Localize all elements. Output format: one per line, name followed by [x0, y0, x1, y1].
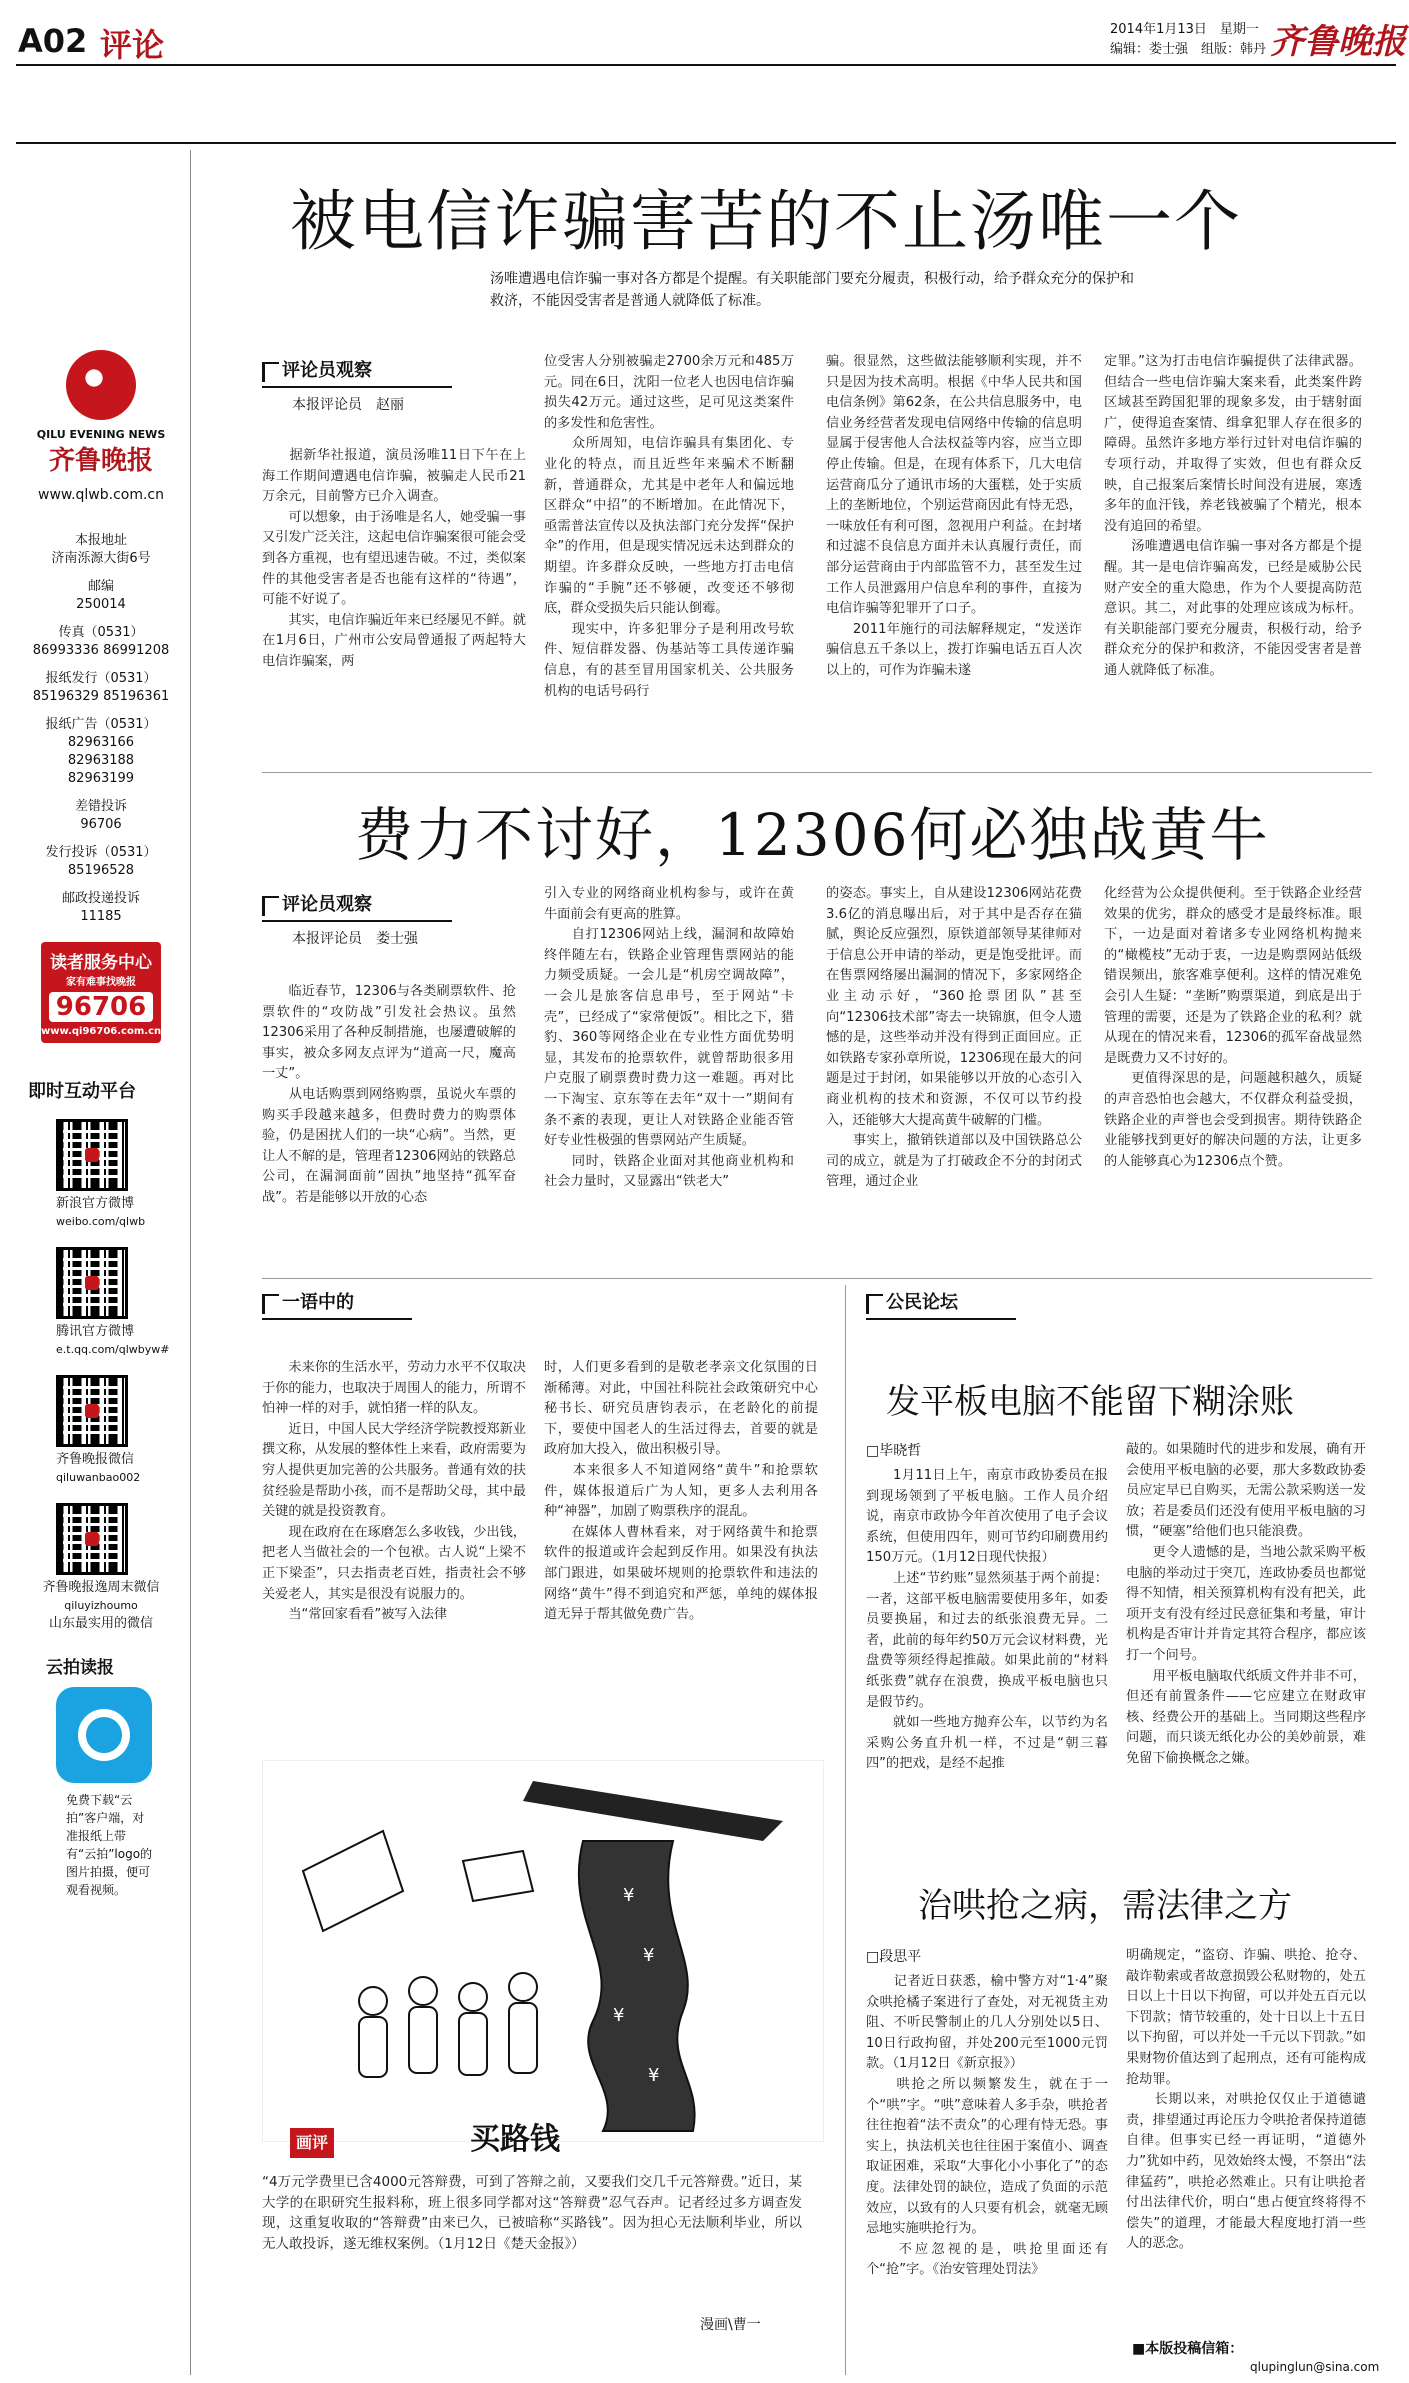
gongmin-a1c1: 1月11日上午，南京市政协委员在报到现场领到了平板电脑。工作人员介绍说，南京市政协今年首次使用了电子会议系统，但使用四年，则可节约印刷费用约150万元。（1月12日现代快报） 上述“节约账”显然须基于两个前提：一者，这部平板电脑需要使用多年，如委员要换届，和过去的纸张浪费无异。二者，此前的每年约50万元会议材料费，光盘费等须经得起推敲。如果此前的“材料纸张费”就存在浪费，换成平板电脑也只是假节约。 就如一些地方抛弃公车，以节约为名采购公务直升机一样，不过是“朝三暮四”的把戏，是经不起推	[866, 1468, 1108, 1772]
qr-wechat-name: 齐鲁晚报微信	[56, 1452, 135, 1467]
gongmin-title1: 发平板电脑不能留下糊涂账	[886, 1382, 1294, 1422]
cartoon-badge: 画评	[290, 2128, 334, 2158]
post: 11185	[80, 909, 122, 924]
address: 济南泺源大街6号	[51, 551, 151, 566]
service-number: 96706	[49, 992, 153, 1022]
section-title: 评论	[100, 26, 165, 64]
gongmin-a2c2: 明确规定，“盗窃、诈骗、哄抢、抢夺、敲诈勒索或者故意损毁公私财物的，处五日以上十日以下拘留，可以并处五百元以下罚款；情节较重的，处十日以上十五日以下拘留，可以并处一千元以下罚款。”如果财物价值达到了起刑点，还有可能构成抢劫罪。 长期以来，对哄抢仅仅止于道德谴责，排望通过再论压力令哄抢者保持道德自律。但事实已经一再证明，“道德外力”犹如中药，见效始终太慢，不祭出“法律猛药”，哄抢必然难止。只有让哄抢者付出法律代价，明白“患占便宜终将得不偿失”的道理，才能最大程度地打消一些人的恶念。	[1126, 1948, 1366, 2252]
qr-tencent[interactable]	[56, 1247, 128, 1319]
qr-weibo-id: weibo.com/qlwb	[56, 1215, 146, 1228]
delivery: 85196528	[67, 863, 135, 878]
cartoon-image	[262, 1760, 824, 2142]
header-rule	[16, 64, 1396, 66]
logo-chinese: 齐鲁晚报	[48, 446, 153, 476]
svg-text:¥: ¥	[613, 2005, 625, 2026]
column-label: 公民论坛	[866, 1288, 1016, 1320]
cloud-title: 云拍读报	[46, 1658, 114, 1678]
article2-col1: 临近春节，12306与各类刷票软件、抢票软件的“攻防战”引发社会热议。虽然12306采用了各种反制措施，也屡遭破解的事实，被众多网友点评为“道高一尺，魔高一丈”。 从电话购票到网络购票，虽说火车票的购买手段越来越多，但费时费力的购票体验，仍是困扰人们的一块“心病”。当然，更让人不解的是，管理者12306网站的铁路总公司，在漏洞面前“固执”地坚持“孤军奋战”。若是能够以开放的心态	[262, 984, 516, 1205]
top-rule	[16, 142, 1396, 144]
article2-col2: 引入专业的网络商业机构参与，或许在黄牛面前会有更高的胜算。 自打12306网站上线，漏洞和故障始终伴随左右，铁路企业管理售票网站的能力频受质疑。一会儿是“机房空调故障”，一会儿是旅客信息串号，至于网站“卡壳”，已经成了“家常便饭”。相比之下，猎豹、360等网络企业在专业性方面优势明显，其发布的抢票软件，就曾帮助很多用户克服了刷票费时费力这一难题。再对比一下淘宝、京东等在去年“双十一”期间有条不紊的表现，更让人对铁路企业能否管好专业性极强的售票网站产生质疑。 同时，铁路企业面对其他商业机构和社会力量时，又显露出“铁老大”	[544, 886, 794, 1190]
article2-col3: 的姿态。事实上，自从建设12306网站花费3.6亿的消息曝出后，对于其中是否存在猫腻，舆论反应强烈，原铁道部领导某律师对于信息公开申请的举动，更是饱受批评。而在售票网络屡出漏洞的情况下，多家网络企业主动示好，“360抢票团队”甚至向“12306技术部”寄去一块锦旗，但令人遗憾的是，这些举动并没有得到正面回应。正如铁路专家孙章所说，12306现在最大的问题是过于封闭，如果能够以开放的心态引入商业机构的技术和资源，不仅可以节约投入，还能够大大提高黄牛破解的门槛。 事实上，撤销铁道部以及中国铁路总公司的成立，就是为了打破政企不分的封闭式管理，通过企业	[826, 886, 1082, 1190]
yiyu-column-head	[262, 1288, 412, 1320]
ads: 82963166 82963188 82963199	[67, 735, 135, 786]
service-url: www.qi96706.com.cn	[41, 1026, 162, 1037]
gongmin-a2c1: 记者近日获悉，榆中警方对“1·4”聚众哄抢橘子案进行了查处，对无视货主劝阻、不听民警制止的几人分别处以5日、10日行政拘留，并处200元至1000元罚款。（1月12日《新京报》） 哄抢之所以频繁发生，就在于一个“哄”字。“哄”意味着人多手杂，哄抢者往往抱着“法不责众”的心理有恃无恐。事实上，执法机关也往往困于案值小、调查取证困难，采取“大事化小小事化了”的态度。法律处罚的缺位，造成了负面的示范效应，以致有的人只要有机会，就毫无顾忌地实施哄抢行为。 不应忽视的是，哄抢里面还有个“抢”字。《治安管理处罚法》	[866, 1974, 1108, 2278]
qr-weibo-name: 新浪官方微博	[56, 1196, 135, 1211]
column-label: 一语中的	[262, 1288, 412, 1320]
cloud-text: 免费下载“云拍”客户端，对准报纸上带有“云拍”logo的图片拍摄，便可观看视频。	[66, 1793, 153, 1897]
svg-text:¥: ¥	[623, 1885, 635, 1906]
qr-weekend-name: 齐鲁晚报逸周末微信	[42, 1580, 160, 1595]
distribution: 85196329 85196361	[32, 689, 170, 704]
interact-title: 即时互动平台	[28, 1081, 136, 1102]
yiyu-col2: 时，人们更多看到的是敬老孝亲文化氛围的日渐稀薄。对此，中国社科院社会政策研究中心秘书长、研究员唐钧表示，在老龄化的前提下，要使中国老人的生活过得去，首要的就是政府加大投入，做出积极引导。 本来很多人不知道网络“黄牛”和抢票软件，媒体报道后广为人知，更多人去利用各种“神器”，加剧了购票秩序的混乱。 在媒体人曹林看来，对于网络黄牛和抢票软件的报道或许会起到反作用。如果没有执法部门跟进，如果破坏规则的抢票软件和违法的网络“黄牛”得不到追究和严惩，单纯的媒体报道无异于帮其做免费广告。	[544, 1360, 818, 1623]
gongmin-byline1: □毕晓哲	[866, 1443, 922, 1459]
complaint: 96706	[80, 817, 122, 832]
qr-wechat-id: qiluwanbao002	[56, 1471, 141, 1484]
sidebar	[16, 150, 186, 1899]
column-label: 评论员观察	[262, 890, 452, 922]
complaint-label: 差错投诉	[74, 799, 127, 814]
svg-text:¥: ¥	[643, 1945, 655, 1966]
editors: 编辑：娄士强 组版：韩丹	[1110, 42, 1267, 57]
article1-col2: 位受害人分别被骗走2700余万元和485万元。同在6日，沈阳一位老人也因电信诈骗损失42万元。通过这些，足可见这类案件的多发性和危害性。 众所周知，电信诈骗具有集团化、专业化的特点，而且近些年来骗术不断翻新，普通群众，尤其是中老年人和偏远地区群众“中招”的不断增加。在此情况下，亟需普法宣传以及执法部门充分发挥“保护伞”的作用，但是现实情况远未达到群众的期望。许多群众反映，一些地方打击电信诈骗的“手腕”还不够硬，改变还不够彻底，群众受损失后只能认倒霉。 现实中，许多犯罪分子是利用改号软件、短信群发器、伪基站等工具传递诈骗信息，有的甚至冒用国家机关、公共服务机构的电话号码行	[544, 354, 794, 699]
article2-title: 费力不讨好，12306何必独战黄牛	[355, 801, 1270, 869]
cartoon-caption: “4万元学费里已含4000元答辩费，可到了答辩之前，又要我们交几千元答辩费。”近日，某大学的在职研究生报料称，班上很多同学都对这“答辩费”忍气吞声。记者经过多方调查发现，这重复收取的“答辩费”由来已久，已被暗称“买路钱”。因为担心无法顺利毕业，所以无人敢投诉，遂无维权案例。（1月12日《楚天金报》）	[262, 2174, 802, 2252]
column-divider	[845, 1285, 846, 2375]
page-code: A02	[18, 22, 88, 60]
article2-byline: 本报评论员 娄士强	[292, 931, 418, 947]
qr-tencent-id: e.t.qq.com/qlwbyw#	[56, 1343, 170, 1356]
qr-weekend[interactable]	[56, 1503, 128, 1575]
gongmin-a1c2: 敲的。如果随时代的进步和发展，确有开会使用平板电脑的必要，那大多数政协委员应定早已自购买，无需公款采购送一发放；若是委员们还没有使用平板电脑的习惯，“硬塞”给他们也只能浪费。 更令人遗憾的是，当地公款采购平板电脑的举动过于突兀，连政协委员也都觉得不知情，相关预算机构有没有把关，此项开支有没有经过民意征集和考量，审计机构是否审计并肯定其符合程序，都应该打一个问号。 用平板电脑取代纸质文件并非不可，但还有前置条件——它应建立在财政审核、经费公开的基础上。当同期这些程序问题，而只谈无纸化办公的美妙前景，难免留下偷换概念之嫌。	[1126, 1442, 1366, 1766]
cloud-app-icon[interactable]	[56, 1687, 152, 1783]
cartoon-illustration	[263, 1761, 823, 2141]
ads-label: 报纸广告（0531）	[45, 717, 157, 732]
qr-weekend-id: qiluyizhoumo	[64, 1599, 138, 1612]
postcode: 250014	[76, 597, 126, 612]
fax: 86993336 86991208	[32, 643, 170, 658]
column-label: 评论员观察	[262, 356, 452, 388]
mailbox-email[interactable]: qlupinglun@sina.com	[1250, 2360, 1380, 2374]
article1-column-head	[262, 356, 452, 414]
mailbox-label: ■本版投稿信箱：	[1132, 2341, 1244, 2357]
article1-col3: 骗。很显然，这些做法能够顺利实现，并不只是因为技术高明。根据《中华人民共和国电信条例》第62条，在公共信息服务中，电信业务经营者发现电信网络中传输的信息明显属于侵害他人合法权益等内容，应当立即停止传输。但是，在现有体系下，几大电信运营商瓜分了通讯市场的大蛋糕，处于实质上的垄断地位，个别运营商因此有恃无恐，一味放任有利可图，忽视用户利益。在封堵和过滤不良信息方面并未认真履行责任，而部分运营商由于内部监管不力，甚至发生过工作人员泄露用户信息牟利的事件，直接为电信诈骗等犯罪开了口子。 2011年施行的司法解释规定，“发送诈骗信息五千条以上，拨打诈骗电话五百人次以上的，可作为诈骗未遂	[826, 354, 1082, 678]
article1-subtitle: 汤唯遭遇电信诈骗一事对各方都是个提醒。有关职能部门要充分履责，积极行动，给予群众充分的保护和救济，不能因受害者是普通人就降低了标准。	[490, 271, 1134, 309]
svg-text:¥: ¥	[648, 2065, 660, 2086]
website[interactable]: www.qlwb.com.cn	[38, 487, 164, 503]
fax-label: 传真（0531）	[58, 625, 144, 640]
qr-wechat[interactable]	[56, 1375, 128, 1447]
service-title: 读者服务中心	[50, 953, 152, 973]
cartoon-title: 买路钱	[470, 2122, 560, 2157]
qr-weekend-sub: 山东最实用的微信	[48, 1616, 153, 1631]
qr-weibo[interactable]	[56, 1119, 128, 1191]
logo-english: QILU EVENING NEWS	[36, 428, 166, 441]
service-sub: 家有难事找晚报	[66, 977, 136, 988]
article1-title: 被电信诈骗害苦的不止汤唯一个	[290, 183, 1242, 260]
cartoon-credit: 漫画\曹一	[700, 2317, 761, 2333]
gongmin-column-head	[866, 1288, 1016, 1320]
qr-tencent-name: 腾讯官方微博	[56, 1324, 135, 1339]
post-label: 邮政投递投诉	[61, 891, 140, 906]
gongmin-byline2: □段思平	[866, 1949, 922, 1965]
article2-column-head	[262, 890, 452, 948]
yiyu-col1: 未来你的生活水平，劳动力水平不仅取决于你的能力，也取决于周围人的能力，所谓不怕神一样的对手，就怕猪一样的队友。 近日，中国人民大学经济学院教授郑新业撰文称，从发展的整体性上来看，政府需要为穷人提供更加完善的公共服务。普通有效的扶贫经验是帮助小孩，而不是帮助父母，其中最关键的就是投资教育。 现在政府在在琢磨怎么多收钱，少出钱，把老人当做社会的一个包袱。古人说“上梁不正下梁歪”，只去指责老百姓，指责社会不够关爱老人，其实是很没有说服力的。 当“常回家看看”被写入法律	[262, 1360, 526, 1623]
gongmin-title2: 治哄抢之病，需法律之方	[918, 1886, 1292, 1926]
sidebar-divider	[190, 150, 191, 2375]
distribution-label: 报纸发行（0531）	[45, 671, 157, 686]
article1-col4: 定罪。”这为打击电信诈骗提供了法律武器。但结合一些电信诈骗大案来看，此类案件跨区域甚至跨国犯罪的现象多发，由于辖射面广，使得追查案情、缉拿犯罪人存在很多的障碍。虽然许多地方举行过针对电信诈骗的专项行动，并取得了实效，但也有群众反映，自己报案后案情长时间没有进展，寒透多年的血汗钱，养老钱被骗了个精光，根本没有追回的希望。 汤唯遭遇电信诈骗一事对各方都是个提醒。其一是电信诈骗高发，已经是威胁公民财产安全的重大隐患，作为个人要提高防范意识。其二，对此事的处理应该成为标杆。有关职能部门要充分履责，积极行动，给予群众充分的保护和救济，不能因受害者是普通人就降低了标准。	[1104, 354, 1362, 678]
service-center-banner[interactable]	[41, 942, 161, 1043]
article2-col4: 化经营为公众提供便利。至于铁路企业经营效果的优劣，群众的感受才是最终标准。眼下，一边是面对着诸多专业网络机构抛来的“橄榄枝”无动于衷，一边是购票网站低级错误频出，旅客难享便利。这样的情况难免会引人生疑：“垄断”购票渠道，到底是出于管理的需要，还是为了铁路企业的私利？就从现在的情况来看，12306的孤军奋战显然是既费力又不讨好的。 更值得深思的是，问题越积越久，质疑的声音恐怕也会越大，不仅群众利益受损，铁路企业的声誉也会受到损害。期待铁路企业能够找到更好的解决问题的方法，让更多的人能够真心为12306点个赞。	[1104, 886, 1362, 1169]
article1-rule	[262, 772, 1372, 773]
logo-emblem	[66, 350, 136, 420]
address-label: 本报地址	[74, 533, 127, 548]
masthead-logo: 齐鲁晚报	[1270, 22, 1406, 62]
delivery-label: 发行投诉（0531）	[45, 845, 157, 860]
issue-date: 2014年1月13日 星期一	[1110, 22, 1259, 37]
article2-rule	[262, 1278, 1372, 1279]
postcode-label: 邮编	[87, 579, 114, 594]
article1-byline: 本报评论员 赵丽	[292, 397, 404, 413]
article1-col1: 据新华社报道，演员汤唯11日下午在上海工作期间遭遇电信诈骗，被骗走人民币21万余元，目前警方已介入调查。 可以想象，由于汤唯是名人，她受骗一事又引发广泛关注，这起电信诈骗案很可能会受到各方重视，也有望迅速告破。不过，类似案件的其他受害者是否也能有这样的“待遇”，可能不好说了。 其实，电信诈骗近年来已经屡见不鲜。就在1月6日，广州市公安局曾通报了两起特大电信诈骗案，两	[262, 448, 526, 669]
